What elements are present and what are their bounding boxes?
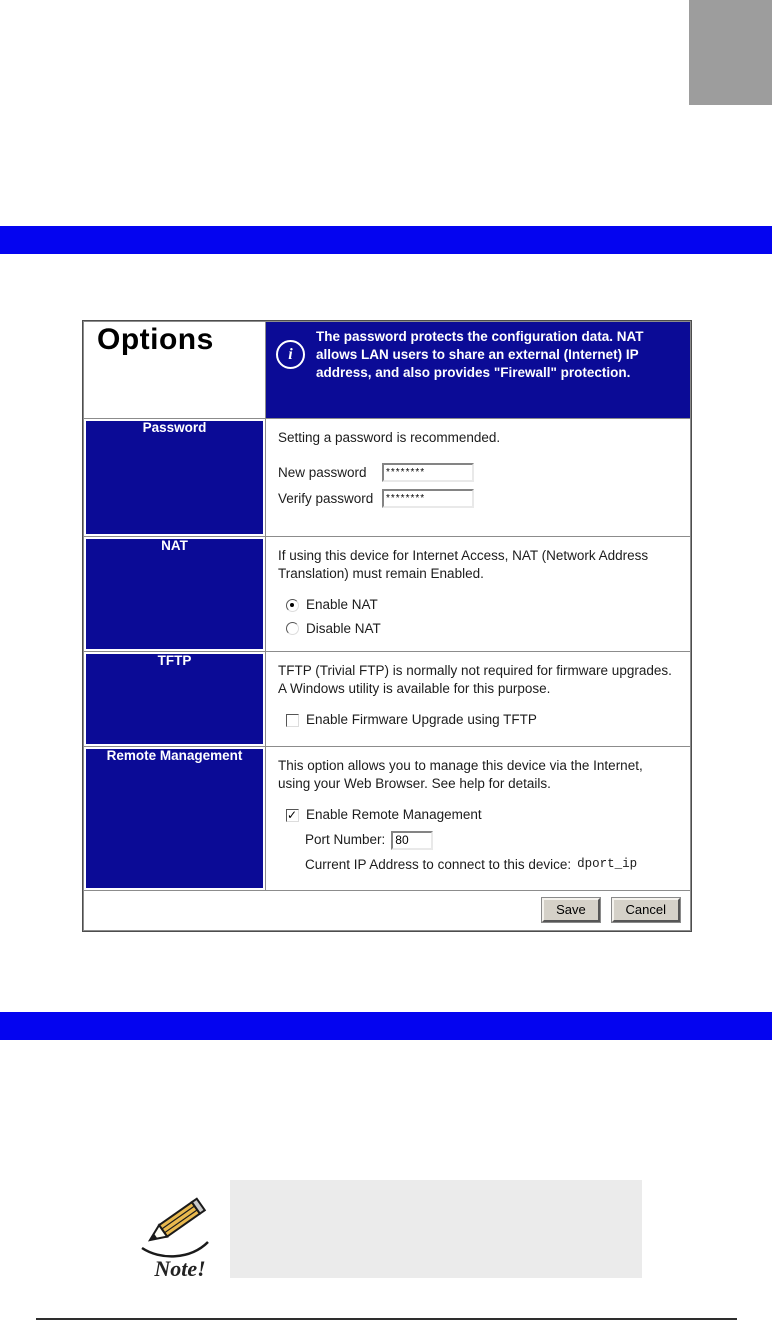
row-label-remote-management: Remote Management: [84, 747, 266, 891]
remote-checkbox-label: Enable Remote Management: [306, 807, 482, 823]
section-divider-bar-bottom: [0, 1012, 772, 1040]
info-icon: i: [276, 340, 305, 369]
new-password-label: New password: [278, 464, 367, 480]
port-number-label: Port Number:: [305, 832, 386, 848]
nat-content-cell: [266, 537, 691, 652]
row-label-password: Password: [84, 419, 266, 537]
note-pencil-icon: [138, 1186, 222, 1282]
cancel-button[interactable]: Cancel: [612, 898, 680, 922]
info-wrap: [276, 328, 680, 381]
enable-nat-row: [286, 596, 678, 614]
tftp-upgrade-checkbox[interactable]: [286, 714, 299, 727]
enable-nat-label: Enable NAT: [306, 597, 378, 613]
chapter-tab: [689, 0, 772, 105]
row-label-nat: NAT: [84, 537, 266, 652]
password-description: Setting a password is recommended.: [278, 430, 501, 445]
verify-password-input[interactable]: [382, 489, 474, 508]
tftp-content-cell: [266, 652, 691, 747]
section-divider-bar-top: [0, 226, 772, 254]
current-ip-label: Current IP Address to connect to this device:: [305, 856, 572, 872]
header-info-cell: [266, 322, 691, 419]
options-screenshot: [82, 320, 692, 932]
tftp-description: TFTP (Trivial FTP) is normally not required for firmware upgrades. A Windows utility is available for this purpose.: [278, 663, 672, 697]
current-ip-row: [305, 856, 678, 874]
remote-content-cell: [266, 747, 691, 891]
nat-description: If using this device for Internet Access, NAT (Network Address Translation) must remain Enabled.: [278, 548, 649, 582]
note-box: [230, 1180, 642, 1278]
remote-checkbox-row: [286, 806, 678, 824]
page-title: Options: [97, 323, 214, 356]
options-title-cell: [84, 322, 266, 419]
current-ip-value: dport_ip: [577, 857, 638, 872]
disable-nat-label: Disable NAT: [306, 620, 381, 636]
port-number-row: [305, 831, 678, 850]
disable-nat-row: [286, 620, 678, 638]
save-button[interactable]: Save: [542, 898, 600, 922]
footer-rule: [36, 1318, 737, 1320]
password-content-cell: [266, 419, 691, 537]
new-password-input[interactable]: [382, 463, 474, 482]
remote-description: This option allows you to manage this device via the Internet, using your Web Browser. See help for details.: [278, 758, 643, 792]
header-note-text: The password protects the configuration data. NAT allows LAN users to share an external (Internet) IP address, and also provides "Firewall" protection.: [316, 329, 644, 380]
row-label-tftp: TFTP: [84, 652, 266, 747]
new-password-row: [278, 463, 678, 482]
verify-password-label: Verify password: [278, 490, 374, 506]
remote-management-checkbox[interactable]: [286, 809, 299, 822]
tftp-checkbox-label: Enable Firmware Upgrade using TFTP: [306, 712, 537, 728]
options-table: [83, 321, 691, 931]
verify-password-row: [278, 489, 678, 508]
disable-nat-radio[interactable]: [286, 622, 299, 635]
enable-nat-radio[interactable]: [286, 599, 299, 612]
port-number-input[interactable]: [391, 831, 433, 850]
note-label: Note!: [154, 1256, 206, 1281]
button-bar: [84, 891, 691, 931]
tftp-checkbox-row: [286, 711, 678, 729]
